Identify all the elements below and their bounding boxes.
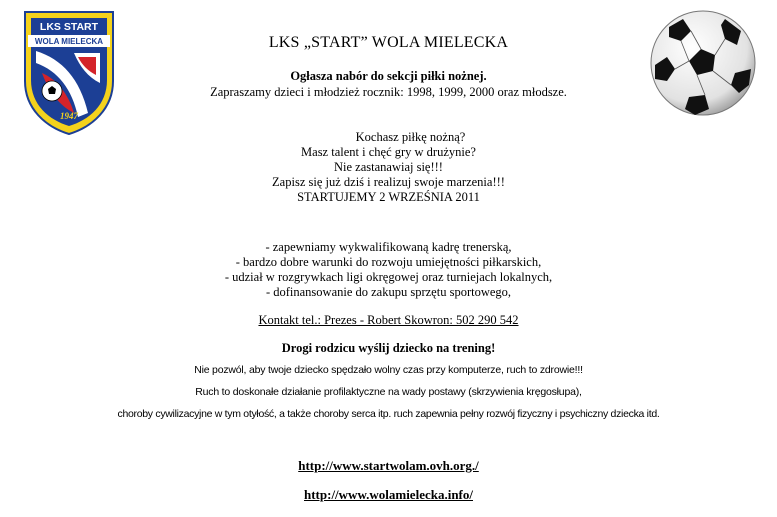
parents-line: Ruch to doskonałe działanie profilaktyczne na wady postawy (skrzywienia kręgosłupa),	[195, 386, 582, 398]
soccer-ball-image	[649, 9, 757, 117]
questions-block	[0, 130, 777, 205]
crest-top-text: LKS START	[39, 21, 99, 33]
benefit-item: - udział w rozgrywkach ligi okręgowej oraz turniejach lokalnych,	[224, 270, 553, 284]
parents-line: choroby cywilizacyjne w tym otyłość, a także choroby serca itp. ruch zapewnia pełny rozwój fizyczny i psychiczny dziecka itd.	[117, 408, 660, 420]
question-line: Zapisz się już dziś i realizuj swoje marzenia!!!	[272, 175, 505, 189]
page-title: LKS „START” WOLA MIELECKA	[268, 34, 509, 51]
link-row	[0, 458, 777, 474]
start-date-line: STARTUJEMY 2 WRZEŚNIA 2011	[297, 190, 480, 204]
benefit-item: - zapewniamy wykwalifikowaną kadrę trenerską,	[265, 240, 512, 254]
link-row	[0, 487, 777, 503]
invitation-text: Zapraszamy dzieci i młodzież rocznik: 1998, 1999, 2000 oraz młodsze.	[210, 85, 567, 99]
question-line: Nie zastanawiaj się!!!	[334, 160, 443, 174]
benefits-list	[0, 240, 777, 300]
parents-line: Nie pozwól, aby twoje dziecko spędzało wolny czas przy komputerze, ruch to zdrowie!!!	[194, 364, 583, 376]
crest-year: 1947	[60, 111, 78, 121]
parents-heading: Drogi rodzicu wyślij dziecko na trening!	[281, 341, 496, 355]
benefit-item: - bardzo dobre warunki do rozwoju umiejętności piłkarskich,	[235, 255, 542, 269]
crest-ribbon-text: WOLA MIELECKA	[34, 37, 104, 46]
announcement-heading: Ogłasza nabór do sekcji piłki nożnej.	[290, 69, 487, 83]
website-link-wolamielecka[interactable]: http://www.wolamielecka.info/	[304, 487, 473, 502]
contact-info: Kontakt tel.: Prezes - Robert Skowron: 502 290 542	[258, 313, 519, 327]
benefit-item: - dofinansowanie do zakupu sprzętu sportowego,	[265, 285, 512, 299]
website-link-startwolam[interactable]: http://www.startwolam.ovh.org./	[298, 458, 479, 473]
question-line: Masz talent i chęć gry w drużynie?	[301, 145, 476, 159]
question-line: Kochasz piłkę nożną?	[355, 130, 466, 144]
